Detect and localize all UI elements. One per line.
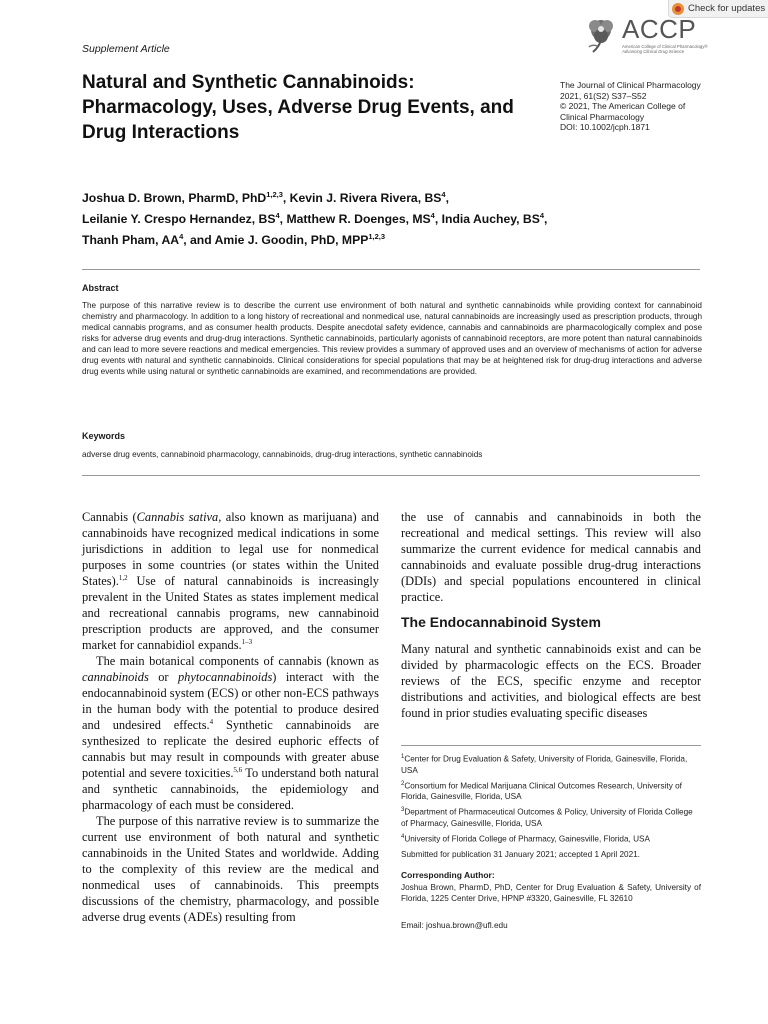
- article-title: Natural and Synthetic Cannabinoids: Pharmacology, Uses, Adverse Drug Events, and Drug Interactions: [82, 72, 514, 143]
- author-name[interactable]: Amie J. Goodin, PhD, MPP: [214, 233, 369, 248]
- citation-ref[interactable]: 1,2: [118, 573, 128, 582]
- footnote-divider: [401, 745, 701, 746]
- text-span: or: [148, 670, 178, 684]
- footnote: [401, 779, 701, 803]
- text-span: The main botanical components of cannabis (known as: [96, 654, 379, 668]
- footnote-number: 4: [401, 834, 405, 841]
- author-affiliation: 4: [179, 232, 184, 242]
- footnote: [401, 832, 701, 845]
- logo-subtitle-line1: American College of Clinical Pharmacology®: [622, 44, 708, 49]
- accp-flower-logo-icon: [584, 14, 618, 54]
- author-affiliation: 4: [441, 190, 446, 199]
- text-span: , also known as marijuana) and cannabinoids have recognized medical indications in some jurisdictions in addition to legal use for nonmedical purposes in some countries (or states within the United States).: [82, 510, 379, 588]
- author-affiliation: 4: [275, 211, 280, 221]
- author-affiliation: 1,2,3: [368, 232, 386, 242]
- journal-info: [560, 80, 710, 133]
- check-for-updates-label: Check for updates: [688, 3, 766, 14]
- author-name[interactable]: Matthew R. Doenges, MS: [286, 212, 431, 227]
- text-span: To understand both natural and synthetic cannabinoids, the epidemiology and pharmacology of each must be considered.: [82, 766, 379, 812]
- italic-term: cannabinoids: [82, 670, 149, 684]
- author-name[interactable]: Thanh Pham, AA: [82, 233, 180, 248]
- footnote-number: 1: [401, 754, 405, 760]
- author-list: [82, 186, 702, 249]
- affiliation-footnotes: [401, 752, 701, 848]
- abstract-text: The purpose of this narrative review is to describe the current use environment of both natural and synthetic cannabinoids while providing context for cannabinoid chemistry and pharmacology. In addition to a long history of recreational and nonmedical use, natural cannabinoids are increasingly used as prescription products, through medical cannabis programs, and as consumer health products. Despite anecdotal safety evidence, cannabis and cannabinoids are pharmacologically complex and pose risks for adverse drug events and drug-drug interactions. Synthetic cannabinoids, particularly agonists of cannabinoid receptors, are more potent than natural cannabinoids and can lead to more severe reactions and medical emergencies. This review provides a summary of approved uses and an overview of mechanisms of action for adverse drug events with natural and synthetic cannabinoids. Clinical considerations for special populations that may be at heightened risk for drug-drug interactions and adverse drug events while using natural or synthetic cannabinoids are examined, and recommendations are provided.: [82, 301, 702, 376]
- article-type: Supplement Article: [82, 43, 170, 55]
- footnote: [401, 752, 701, 776]
- italic-term: Cannabis sativa: [136, 510, 219, 524]
- footnote-number: 2: [401, 780, 405, 787]
- keywords-text: adverse drug events, cannabinoid pharmacology, cannabinoids, drug-drug interactions, synthetic cannabinoids: [82, 450, 483, 459]
- body-paragraph: The purpose of this narrative review is to summarize the current use environment of both natural and synthetic cannabinoids in the United States and worldwide. Adding to the complexity of this review are the medical and nonmedical uses of cannabinoids. This preempts discussions of the chemistry, pharmacology, and possible adverse drug events (ADEs) resulting from: [82, 814, 379, 924]
- section-heading: The Endocannabinoid System: [401, 614, 601, 630]
- footnote-text: Center for Drug Evaluation & Safety, University of Florida, Gainesville, Florida, USA: [401, 754, 688, 775]
- citation-ref[interactable]: 1–3: [241, 637, 253, 646]
- author-affiliation: 4: [539, 211, 544, 221]
- submission-dates: Submitted for publication 31 January 2021; accepted 1 April 2021.: [401, 850, 640, 859]
- logo-subtitle: [622, 44, 708, 54]
- divider: [82, 475, 700, 476]
- author-separator: ,: [434, 212, 442, 227]
- author-separator: ,: [279, 212, 287, 227]
- author-affiliation: 4: [430, 211, 435, 221]
- footnote-number: 3: [401, 807, 405, 814]
- crossmark-icon: [672, 3, 684, 15]
- text-span: Use of natural cannabinoids is increasingly prevalent in the United States as states implement medical and recreational cannabis programs, new cannabinoid prescription products are approved, and the consumer market for cannabidiol expands.: [82, 574, 379, 652]
- author-separator: ,: [445, 191, 449, 206]
- accp-logo: [584, 14, 734, 58]
- journal-doi[interactable]: DOI: 10.1002/jcph.1871: [560, 122, 650, 132]
- text-span: Cannabis (: [82, 510, 137, 524]
- author-separator: , and: [183, 233, 215, 248]
- keywords-heading: Keywords: [82, 431, 126, 441]
- journal-copyright: © 2021, The American College of Clinical Pharmacology: [560, 101, 686, 122]
- corresponding-author-address: Joshua Brown, PharmD, PhD, Center for Drug Evaluation & Safety, University of Florida, 1225 Center Drive, HPNP #3320, Gainesville, FL 32610: [401, 883, 701, 903]
- author-name[interactable]: Kevin J. Rivera Rivera, BS: [289, 191, 442, 206]
- logo-subtitle-line2: Advancing Clinical Drug Science: [622, 49, 685, 54]
- author-affiliation: 1,2,3: [266, 190, 283, 199]
- citation-ref[interactable]: 5,6: [233, 765, 243, 774]
- logo-text: ACCP: [622, 14, 697, 44]
- text-span: ) interact with the endocannabinoid system (ECS) or other non-ECS pathways in the human body with the potential to produce desired and undesired effects.: [82, 670, 379, 732]
- italic-term: phytocannabinoids: [177, 670, 273, 684]
- body-paragraph: the use of cannabis and cannabinoids in both the recreational and medical settings. This review will also summarize the current evidence for medical cannabis and cannabinoids and evaluate possible drug-drug interactions (DDIs) and special populations encountered in clinical practice.: [401, 510, 701, 604]
- journal-name: The Journal of Clinical Pharmacology: [560, 80, 701, 90]
- author-name[interactable]: India Auchey, BS: [441, 212, 540, 227]
- journal-citation: 2021, 61(S2) S37–S52: [560, 90, 647, 101]
- author-separator: ,: [544, 212, 548, 227]
- body-paragraph: [82, 509, 379, 653]
- citation-ref[interactable]: 4: [209, 717, 214, 726]
- body-column-left: [82, 509, 379, 925]
- body-paragraph: Many natural and synthetic cannabinoids exist and can be divided by pharmacologic effects on the ECS. Broader reviews of the ECS, specific enzyme and receptor distributions and activities, and biological effects are best found in prior studies evaluating specific diseases: [401, 642, 701, 720]
- corresponding-author-email[interactable]: Email: joshua.brown@ufl.edu: [401, 921, 508, 930]
- body-paragraph: [82, 653, 379, 813]
- divider: [82, 269, 700, 270]
- corresponding-author-heading: Corresponding Author:: [401, 870, 495, 880]
- abstract-heading: Abstract: [82, 283, 119, 293]
- footnote-text: University of Florida College of Pharmacy, Gainesville, Florida, USA: [404, 834, 650, 844]
- body-column-right: [401, 509, 701, 605]
- footnote-text: Consortium for Medical Marijuana Clinical Outcomes Research, University of Florida, Gainesville, Florida, USA: [401, 781, 682, 802]
- footnote: [401, 805, 701, 829]
- author-name[interactable]: Joshua D. Brown, PharmD, PhD: [82, 191, 267, 206]
- footnote-text: Department of Pharmaceutical Outcomes & Policy, University of Florida College of Pharmacy, Gainesville, Florida, USA: [401, 808, 693, 829]
- author-name[interactable]: Leilanie Y. Crespo Hernandez, BS: [82, 212, 276, 227]
- author-separator: ,: [282, 191, 290, 206]
- body-column-right-section: [401, 641, 701, 721]
- text-span: Synthetic cannabinoids are synthesized to replicate the desired euphoric effects of cannabis but may result in compounds with greater abuse potential and severe toxicities.: [82, 718, 379, 780]
